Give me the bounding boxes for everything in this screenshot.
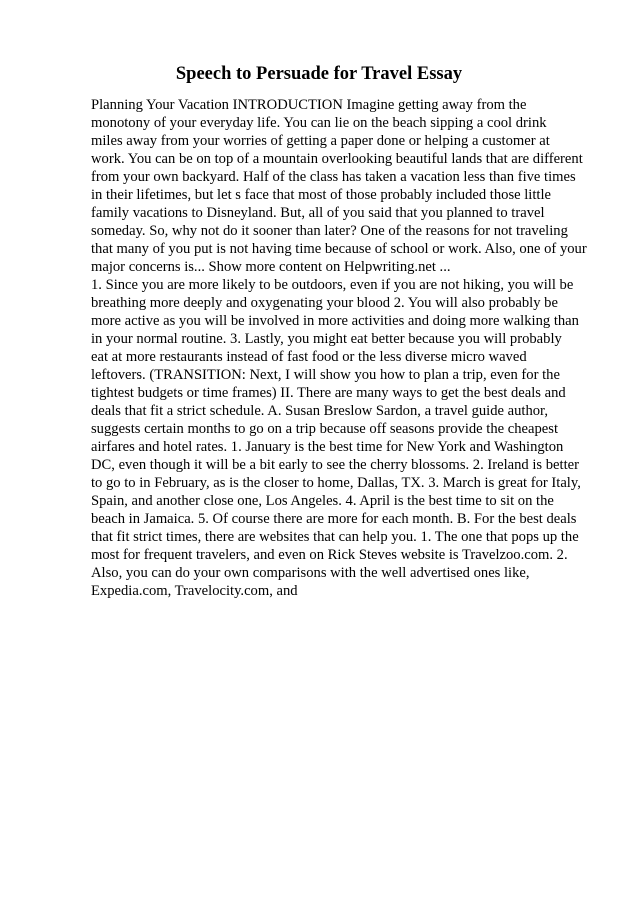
- text-line: eat at more restaurants instead of fast food or the less diverse micro waved: [91, 349, 527, 365]
- text-line: most for frequent travelers, and even on Rick Steves website is Travelzoo.com. 2.: [91, 547, 568, 563]
- paragraph-body: [91, 276, 591, 600]
- text-line: from your own backyard. Half of the class has taken a vacation less than five times: [91, 169, 576, 185]
- text-line: airfares and hotel rates. 1. January is the best time for New York and Washington: [91, 439, 564, 455]
- text-line: that fit strict times, there are websites that can help you. 1. The one that pops up the: [91, 529, 579, 545]
- text-line: work. You can be on top of a mountain overlooking beautiful lands that are different: [91, 151, 583, 167]
- text-line: DC, even though it will be a bit early to see the cherry blossoms. 2. Ireland is better: [91, 457, 579, 473]
- text-line: miles away from your worries of getting a paper done or helping a customer at: [91, 133, 550, 149]
- text-line: deals that fit a strict schedule. A. Susan Breslow Sardon, a travel guide author,: [91, 403, 548, 419]
- text-line: major concerns is... Show more content on Helpwriting.net ...: [91, 259, 451, 275]
- text-line: more active as you will be involved in more activities and doing more walking than: [91, 313, 579, 329]
- text-line: to go to in February, as is the closer to home, Dallas, TX. 3. March is great for Italy,: [91, 475, 581, 491]
- text-line: monotony of your everyday life. You can lie on the beach sipping a cool drink: [91, 115, 547, 131]
- text-line: 1. Since you are more likely to be outdoors, even if you are not hiking, you will be: [91, 277, 574, 293]
- text-line: Also, you can do your own comparisons with the well advertised ones like,: [91, 565, 530, 581]
- text-line: leftovers. (TRANSITION: Next, I will show you how to plan a trip, even for the: [91, 367, 560, 383]
- text-line: in their lifetimes, but let s face that most of those probably included those little: [91, 187, 552, 203]
- text-line: Planning Your Vacation INTRODUCTION Imagine getting away from the: [91, 97, 527, 113]
- text-line: Spain, and another close one, Los Angeles. 4. April is the best time to sit on the: [91, 493, 554, 509]
- text-line: breathing more deeply and oxygenating your blood 2. You will also probably be: [91, 295, 558, 311]
- paragraph-introduction: [91, 96, 591, 276]
- text-line: Expedia.com, Travelocity.com, and: [91, 583, 298, 599]
- text-line: that many of you put is not having time because of school or work. Also, one of your: [91, 241, 587, 257]
- text-line: family vacations to Disneyland. But, all of you said that you planned to travel: [91, 205, 545, 221]
- text-line: someday. So, why not do it sooner than later? One of the reasons for not traveling: [91, 223, 568, 239]
- text-line: beach in Jamaica. 5. Of course there are more for each month. B. For the best deals: [91, 511, 577, 527]
- document-body: [91, 96, 591, 600]
- document-title: Speech to Persuade for Travel Essay: [175, 64, 463, 84]
- text-line: tightest budgets or time frames) II. There are many ways to get the best deals and: [91, 385, 566, 401]
- text-line: suggests certain months to go on a trip because off seasons provide the cheapest: [91, 421, 559, 437]
- text-line: in your normal routine. 3. Lastly, you might eat better because you will probably: [91, 331, 562, 347]
